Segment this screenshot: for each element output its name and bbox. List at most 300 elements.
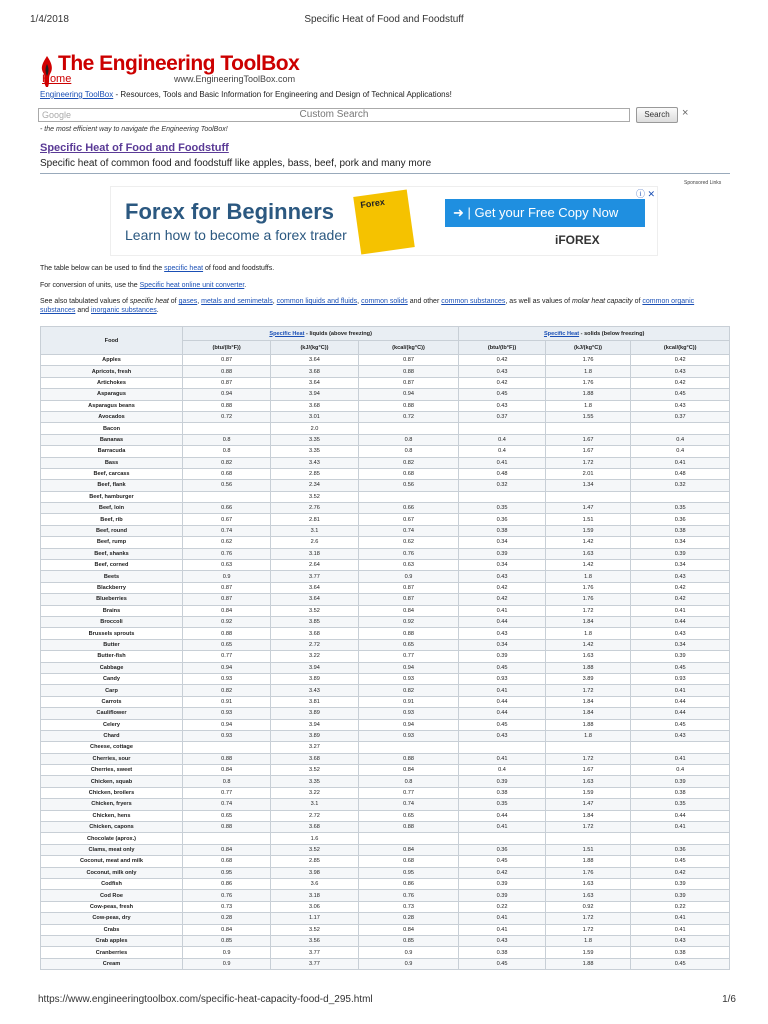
value-cell: 0.41 (459, 685, 545, 696)
value-cell: 0.38 (631, 947, 730, 958)
intro-text: of (168, 298, 179, 305)
value-cell: 0.38 (459, 525, 545, 536)
value-cell: 0.35 (459, 503, 545, 514)
value-cell (631, 833, 730, 844)
value-cell: 1.72 (545, 822, 631, 833)
value-cell: 0.41 (631, 924, 730, 935)
value-cell: 3.77 (271, 571, 358, 582)
value-cell: 2.0 (271, 423, 358, 434)
solids-link[interactable]: common solids (361, 298, 408, 305)
value-cell: 0.92 (545, 901, 631, 912)
value-cell (459, 491, 545, 502)
value-cell: 2.72 (271, 810, 358, 821)
value-cell: 0.45 (631, 719, 730, 730)
value-cell: 1.8 (545, 571, 631, 582)
value-cell: 0.35 (631, 799, 730, 810)
table-row (41, 423, 730, 434)
food-cell: Beef, round (41, 525, 183, 536)
ad-banner[interactable] (110, 186, 658, 256)
value-cell: 0.41 (459, 605, 545, 616)
table-row (41, 719, 730, 730)
value-cell: 3.43 (271, 685, 358, 696)
table-row (41, 765, 730, 776)
food-cell: Chicken, capons (41, 822, 183, 833)
value-cell: 0.9 (358, 571, 459, 582)
value-cell: 0.34 (631, 639, 730, 650)
value-cell: 3.52 (271, 765, 358, 776)
value-cell: 0.41 (631, 753, 730, 764)
value-cell: 0.88 (183, 822, 271, 833)
food-cell: Clams, meat only (41, 844, 183, 855)
value-cell (358, 742, 459, 753)
tagline-text: - Resources, Tools and Basic Information for Engineering and Design of Technical Applications! (113, 90, 452, 99)
value-cell: 0.41 (459, 822, 545, 833)
value-cell: 3.1 (271, 525, 358, 536)
value-cell: 0.39 (631, 890, 730, 901)
table-row (41, 776, 730, 787)
table-row (41, 525, 730, 536)
table-row (41, 810, 730, 821)
value-cell: 0.34 (459, 639, 545, 650)
table-row (41, 742, 730, 753)
value-cell: 0.43 (631, 730, 730, 741)
value-cell: 0.63 (183, 560, 271, 571)
value-cell: 0.41 (631, 913, 730, 924)
value-cell: 3.89 (271, 730, 358, 741)
value-cell: 0.66 (358, 503, 459, 514)
value-cell: 0.72 (183, 411, 271, 422)
value-cell: 0.86 (183, 878, 271, 889)
value-cell: 2.01 (545, 468, 631, 479)
value-cell: 0.92 (183, 616, 271, 627)
value-cell: 0.93 (183, 708, 271, 719)
food-cell: Chicken, squab (41, 776, 183, 787)
food-cell: Cauliflower (41, 708, 183, 719)
table-row (41, 594, 730, 605)
food-cell: Broccoli (41, 616, 183, 627)
table-row (41, 696, 730, 707)
gases-link[interactable]: gases (178, 298, 198, 305)
value-cell: 3.52 (271, 491, 358, 502)
intro-text: and (75, 307, 91, 314)
value-cell: 0.84 (183, 765, 271, 776)
value-cell: 0.34 (459, 537, 545, 548)
value-cell: 0.67 (183, 514, 271, 525)
value-cell: 1.8 (545, 366, 631, 377)
table-row (41, 605, 730, 616)
value-cell: 0.87 (183, 582, 271, 593)
value-cell: 3.94 (271, 662, 358, 673)
food-cell: Brussels sprouts (41, 628, 183, 639)
food-cell: Codfish (41, 878, 183, 889)
value-cell: 0.48 (631, 468, 730, 479)
value-cell: 0.88 (358, 753, 459, 764)
value-cell: 1.42 (545, 560, 631, 571)
table-row (41, 958, 730, 969)
tagline (40, 90, 452, 99)
value-cell: 0.42 (631, 594, 730, 605)
value-cell: 0.77 (183, 651, 271, 662)
table-row (41, 685, 730, 696)
food-header: Food (41, 327, 183, 355)
toolbox-link[interactable]: Engineering ToolBox (40, 90, 114, 99)
food-cell: Bass (41, 457, 183, 468)
value-cell: 1.63 (545, 548, 631, 559)
value-cell: 2.81 (271, 514, 358, 525)
value-cell: 1.84 (545, 616, 631, 627)
food-cell: Chicken, hens (41, 810, 183, 821)
value-cell: 1.51 (545, 514, 631, 525)
value-cell: 0.43 (459, 571, 545, 582)
value-cell: 0.87 (358, 355, 459, 366)
value-cell: 0.84 (183, 844, 271, 855)
value-cell: 0.84 (183, 924, 271, 935)
ad-brand: iFOREX (555, 233, 600, 247)
value-cell: 3.22 (271, 787, 358, 798)
value-cell: 0.66 (183, 503, 271, 514)
value-cell: 0.87 (358, 594, 459, 605)
organic-link[interactable]: common organic substances (40, 298, 695, 314)
food-cell: Asparagus (41, 389, 183, 400)
value-cell: 0.76 (358, 548, 459, 559)
value-cell: 1.34 (545, 480, 631, 491)
value-cell: 0.42 (459, 594, 545, 605)
value-cell: 1.72 (545, 913, 631, 924)
intro-italic: molar heat capacity (571, 298, 633, 305)
sponsored-label: Sponsored Links (684, 180, 722, 186)
value-cell: 0.87 (183, 377, 271, 388)
value-cell: 3.89 (545, 673, 631, 684)
clear-icon[interactable]: × (682, 107, 689, 119)
value-cell: 1.88 (545, 719, 631, 730)
value-cell: 3.52 (271, 844, 358, 855)
value-cell: 0.4 (631, 446, 730, 457)
search-button[interactable]: Search (636, 107, 678, 123)
value-cell: 1.76 (545, 867, 631, 878)
value-cell: 0.32 (631, 480, 730, 491)
food-cell: Avocados (41, 411, 183, 422)
value-cell: 0.45 (631, 389, 730, 400)
value-cell: 1.88 (545, 389, 631, 400)
value-cell: 0.73 (358, 901, 459, 912)
food-cell: Beef, hamburger (41, 491, 183, 502)
food-cell: Cod Roe (41, 890, 183, 901)
value-cell: 0.43 (631, 628, 730, 639)
value-cell: 0.34 (631, 560, 730, 571)
value-cell: 0.38 (631, 787, 730, 798)
food-cell: Cream (41, 958, 183, 969)
intro-text: For conversion of units, use the (40, 282, 140, 289)
value-cell (545, 742, 631, 753)
table-row (41, 628, 730, 639)
ad-close-icon[interactable]: ⓘ ✕ (635, 189, 655, 199)
value-cell: 0.45 (459, 662, 545, 673)
value-cell: 0.39 (631, 651, 730, 662)
solid-header (459, 327, 730, 341)
value-cell: 0.39 (459, 776, 545, 787)
value-cell: 2.6 (271, 537, 358, 548)
table-row (41, 491, 730, 502)
value-cell: 0.37 (631, 411, 730, 422)
value-cell: 0.8 (183, 446, 271, 457)
value-cell: 0.68 (183, 468, 271, 479)
value-cell: 2.85 (271, 468, 358, 479)
table-row (41, 947, 730, 958)
table-row (41, 913, 730, 924)
value-cell (459, 833, 545, 844)
value-cell: 0.43 (459, 400, 545, 411)
value-cell: 0.4 (631, 765, 730, 776)
unit-header: (kJ/(kg°C)) (545, 341, 631, 355)
value-cell: 3.64 (271, 377, 358, 388)
specific-heat-link[interactable]: specific heat (164, 265, 204, 272)
liquid-header-text: - liquids (above freezing) (304, 330, 372, 337)
value-cell: 1.63 (545, 890, 631, 901)
print-date: 1/4/2018 (30, 14, 69, 25)
table-row (41, 787, 730, 798)
value-cell (183, 423, 271, 434)
value-cell: 0.82 (358, 457, 459, 468)
value-cell: 1.67 (545, 765, 631, 776)
value-cell: 0.4 (631, 434, 730, 445)
intro-paragraph-2: For conversion of units, use the Specific heat online unit converter. (40, 282, 247, 289)
value-cell: 0.41 (459, 457, 545, 468)
table-row (41, 366, 730, 377)
value-cell: 1.17 (271, 913, 358, 924)
site-logo[interactable] (34, 52, 300, 90)
value-cell: 0.88 (358, 366, 459, 377)
value-cell: 0.94 (183, 662, 271, 673)
value-cell: 0.36 (631, 514, 730, 525)
value-cell: 3.64 (271, 594, 358, 605)
value-cell: 1.67 (545, 446, 631, 457)
table-row (41, 434, 730, 445)
value-cell: 0.42 (631, 867, 730, 878)
value-cell: 0.84 (183, 605, 271, 616)
value-cell: 2.64 (271, 560, 358, 571)
value-cell: 1.8 (545, 400, 631, 411)
search-input[interactable] (38, 108, 630, 122)
unit-header: (kcal/(kg°C)) (358, 341, 459, 355)
ad-cta-button[interactable]: ➜ | Get your Free Copy Now (445, 199, 645, 227)
value-cell: 0.87 (358, 582, 459, 593)
value-cell: 0.36 (459, 844, 545, 855)
home-link[interactable]: Home (42, 73, 72, 85)
food-cell: Cabbage (41, 662, 183, 673)
value-cell: 1.63 (545, 878, 631, 889)
table-row (41, 514, 730, 525)
value-cell: 0.91 (183, 696, 271, 707)
metals-link[interactable]: metals and semimetals (201, 298, 273, 305)
value-cell: 0.45 (631, 856, 730, 867)
page-title[interactable]: Specific Heat of Food and Foodstuff (40, 142, 229, 154)
value-cell: 1.42 (545, 639, 631, 650)
value-cell: 1.59 (545, 525, 631, 536)
intro-italic: specific heat (129, 298, 169, 305)
unit-header: (btu/(lb°F)) (183, 341, 271, 355)
value-cell: 0.43 (459, 730, 545, 741)
food-cell: Coconut, milk only (41, 867, 183, 878)
table-row (41, 924, 730, 935)
value-cell: 0.38 (631, 525, 730, 536)
food-cell: Apples (41, 355, 183, 366)
value-cell: 3.52 (271, 605, 358, 616)
substances-link[interactable]: common substances (441, 298, 506, 305)
value-cell: 0.84 (358, 844, 459, 855)
value-cell: 1.84 (545, 810, 631, 821)
value-cell: 3.94 (271, 389, 358, 400)
value-cell: 0.39 (459, 651, 545, 662)
intro-text: of (632, 298, 643, 305)
value-cell: 0.45 (459, 958, 545, 969)
value-cell: 0.88 (358, 400, 459, 411)
value-cell: 1.76 (545, 355, 631, 366)
value-cell: 0.44 (459, 810, 545, 821)
value-cell: 1.63 (545, 651, 631, 662)
value-cell: 0.94 (358, 662, 459, 673)
value-cell: 3.98 (271, 867, 358, 878)
food-cell: Carp (41, 685, 183, 696)
table-row (41, 571, 730, 582)
table-row (41, 651, 730, 662)
value-cell: 1.76 (545, 377, 631, 388)
value-cell: 1.42 (545, 537, 631, 548)
table-row (41, 548, 730, 559)
value-cell: 0.93 (183, 730, 271, 741)
food-cell: Barracuda (41, 446, 183, 457)
value-cell: 0.95 (358, 867, 459, 878)
value-cell: 0.88 (183, 753, 271, 764)
value-cell: 0.93 (631, 673, 730, 684)
value-cell: 0.88 (183, 628, 271, 639)
value-cell: 0.4 (459, 765, 545, 776)
unit-header: (btu/(lb°F)) (459, 341, 545, 355)
value-cell: 3.85 (271, 616, 358, 627)
table-row (41, 935, 730, 946)
value-cell: 0.82 (183, 685, 271, 696)
value-cell: 3.06 (271, 901, 358, 912)
table-row (41, 901, 730, 912)
value-cell: 1.88 (545, 662, 631, 673)
intro-text: , as well as values of (505, 298, 572, 305)
value-cell: 0.84 (358, 924, 459, 935)
inorganic-link[interactable]: inorganic substances (91, 307, 157, 314)
unit-converter-link[interactable]: Specific heat online unit converter (139, 282, 245, 289)
food-cell: Beef, carcass (41, 468, 183, 479)
value-cell: 1.6 (271, 833, 358, 844)
value-cell: 0.65 (183, 810, 271, 821)
food-cell: Bacon (41, 423, 183, 434)
value-cell: 3.68 (271, 400, 358, 411)
value-cell (358, 491, 459, 502)
value-cell: 0.74 (358, 799, 459, 810)
value-cell: 1.76 (545, 582, 631, 593)
food-cell: Beets (41, 571, 183, 582)
value-cell: 0.62 (183, 537, 271, 548)
value-cell: 1.8 (545, 628, 631, 639)
table-row (41, 616, 730, 627)
table-row (41, 844, 730, 855)
value-cell: 0.88 (358, 628, 459, 639)
value-cell: 1.88 (545, 958, 631, 969)
table-row (41, 560, 730, 571)
value-cell: 0.34 (631, 537, 730, 548)
value-cell: 0.4 (459, 434, 545, 445)
value-cell: 0.44 (459, 616, 545, 627)
value-cell: 0.43 (459, 935, 545, 946)
value-cell: 0.87 (183, 355, 271, 366)
value-cell: 0.87 (183, 594, 271, 605)
value-cell: 3.56 (271, 935, 358, 946)
value-cell: 0.43 (631, 400, 730, 411)
solid-header-link[interactable]: Specific Heat (543, 330, 580, 337)
value-cell: 0.85 (183, 935, 271, 946)
food-cell: Butter-fish (41, 651, 183, 662)
table-row (41, 867, 730, 878)
table-row (41, 662, 730, 673)
value-cell: 3.77 (271, 947, 358, 958)
value-cell: 3.68 (271, 366, 358, 377)
value-cell: 3.81 (271, 696, 358, 707)
table-row (41, 753, 730, 764)
food-cell: Butter (41, 639, 183, 650)
value-cell: 0.42 (459, 377, 545, 388)
value-cell: 0.28 (358, 913, 459, 924)
value-cell: 1.55 (545, 411, 631, 422)
value-cell: 3.1 (271, 799, 358, 810)
value-cell: 1.59 (545, 947, 631, 958)
value-cell: 1.63 (545, 776, 631, 787)
intro-text: of food and foodstuffs. (203, 265, 275, 272)
value-cell (631, 491, 730, 502)
value-cell: 0.37 (459, 411, 545, 422)
value-cell: 0.88 (183, 400, 271, 411)
value-cell: 3.77 (271, 958, 358, 969)
table-row (41, 856, 730, 867)
food-cell: Coconut, meat and milk (41, 856, 183, 867)
value-cell: 0.35 (631, 503, 730, 514)
table-row (41, 582, 730, 593)
value-cell: 1.47 (545, 799, 631, 810)
value-cell: 3.64 (271, 582, 358, 593)
value-cell: 3.22 (271, 651, 358, 662)
value-cell: 0.41 (459, 924, 545, 935)
value-cell: 0.56 (183, 480, 271, 491)
value-cell: 1.8 (545, 730, 631, 741)
value-cell: 0.34 (459, 560, 545, 571)
value-cell (545, 423, 631, 434)
value-cell: 0.93 (459, 673, 545, 684)
value-cell: 3.68 (271, 753, 358, 764)
value-cell: 0.38 (459, 787, 545, 798)
value-cell: 0.44 (631, 696, 730, 707)
table-row (41, 708, 730, 719)
ad-headline: Forex for Beginners (125, 199, 335, 224)
food-cell: Crabs (41, 924, 183, 935)
table-row (41, 822, 730, 833)
value-cell: 2.76 (271, 503, 358, 514)
logo-site: www.EngineeringToolBox.com (174, 74, 296, 84)
value-cell: 0.65 (183, 639, 271, 650)
value-cell: 0.43 (631, 935, 730, 946)
value-cell: 0.22 (631, 901, 730, 912)
liquid-header-link[interactable]: Specific Heat (269, 330, 305, 337)
table-row (41, 446, 730, 457)
value-cell: 0.9 (358, 947, 459, 958)
table-row (41, 878, 730, 889)
value-cell: 0.42 (631, 355, 730, 366)
liquids-link[interactable]: common liquids and fluids (276, 298, 358, 305)
